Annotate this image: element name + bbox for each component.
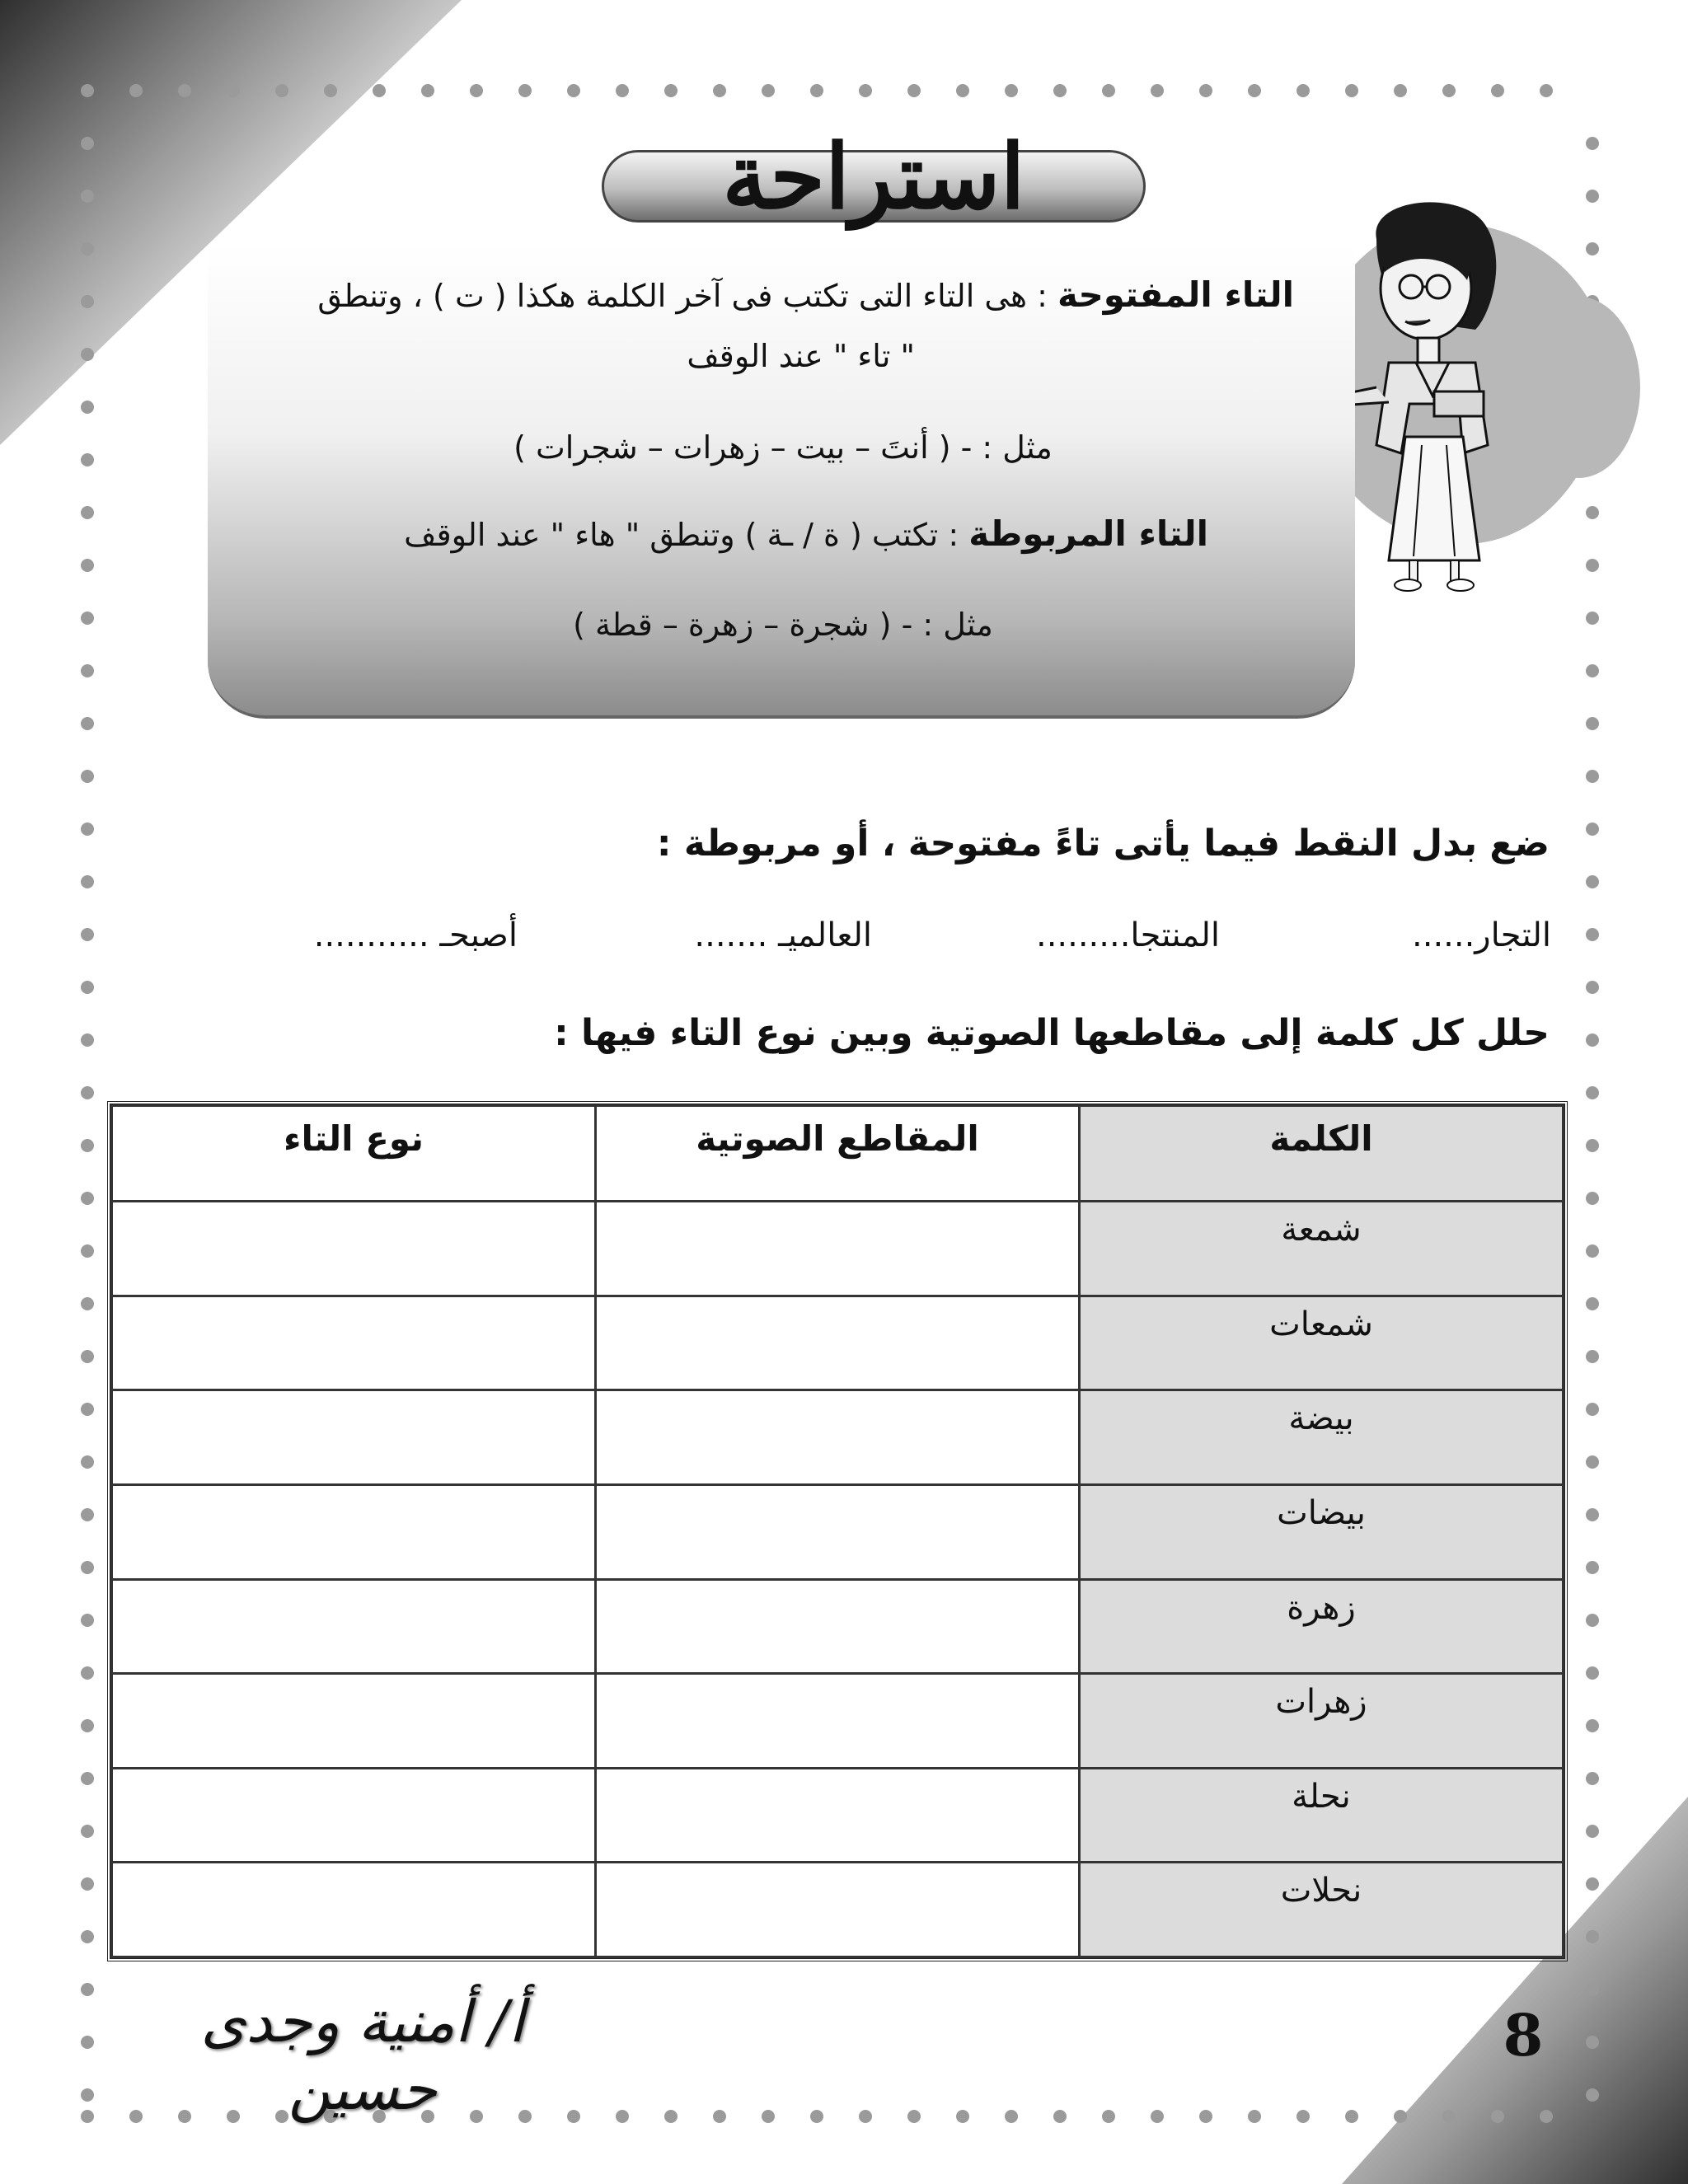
border-dot — [81, 1772, 94, 1785]
border-dot — [713, 2110, 726, 2123]
table-row — [112, 1768, 1564, 1863]
open-taa-term: التاء المفتوحة — [1057, 274, 1294, 315]
taa-type-cell[interactable] — [112, 1484, 596, 1579]
word-cell: بيضة — [1080, 1390, 1564, 1485]
border-dot — [1248, 84, 1261, 97]
border-dot — [664, 84, 678, 97]
border-dot — [81, 981, 94, 994]
border-dot — [1586, 2088, 1599, 2102]
border-dot — [616, 2110, 629, 2123]
taa-type-cell[interactable] — [112, 1390, 596, 1485]
border-dot — [1491, 2110, 1504, 2123]
border-dot — [859, 2110, 872, 2123]
tied-taa-definition — [247, 511, 1208, 558]
border-dot — [81, 1139, 94, 1152]
border-dot — [956, 2110, 969, 2123]
border-dot — [956, 84, 969, 97]
border-dot — [275, 84, 288, 97]
analysis-table — [107, 1101, 1568, 1961]
border-dot — [81, 1033, 94, 1047]
teacher-illustration — [1319, 190, 1582, 602]
border-dot — [810, 2110, 823, 2123]
border-dot — [81, 1192, 94, 1205]
taa-type-cell[interactable] — [112, 1768, 596, 1863]
border-dot — [81, 559, 94, 572]
border-dot — [1586, 1772, 1599, 1785]
border-dot — [227, 2110, 240, 2123]
fill-blank-item[interactable]: المنتجا......... — [1035, 916, 1220, 954]
border-dot — [713, 84, 726, 97]
border-dot — [1053, 84, 1067, 97]
column-header-syllables: المقاطع الصوتية — [596, 1106, 1080, 1202]
page-title: استراحة — [722, 125, 1025, 229]
word-cell: نحلة — [1080, 1768, 1564, 1863]
border-dot — [1296, 84, 1310, 97]
syllables-cell[interactable] — [596, 1484, 1080, 1579]
border-dot — [178, 2110, 191, 2123]
border-dot — [1005, 84, 1018, 97]
taa-type-cell[interactable] — [112, 1296, 596, 1390]
border-dot — [178, 84, 191, 97]
border-dot — [227, 84, 240, 97]
border-dot — [81, 1508, 94, 1521]
table-row — [112, 1674, 1564, 1769]
border-dot — [373, 84, 386, 97]
border-dot — [1586, 1297, 1599, 1310]
border-dot — [1586, 1614, 1599, 1627]
border-dot — [1345, 84, 1358, 97]
border-dot — [81, 453, 94, 466]
border-dot — [762, 84, 775, 97]
border-dot — [1296, 2110, 1310, 2123]
border-dot — [81, 1614, 94, 1627]
border-dot — [762, 2110, 775, 2123]
table-row — [112, 1484, 1564, 1579]
syllables-cell[interactable] — [596, 1579, 1080, 1674]
border-dot — [81, 2110, 94, 2123]
border-dot — [518, 2110, 532, 2123]
word-cell: شمعة — [1080, 1202, 1564, 1296]
tied-taa-example: مثل : - ( شجرة – زهرة – قطة ) — [573, 607, 993, 643]
table-row — [112, 1579, 1564, 1674]
table-row — [112, 1863, 1564, 1957]
border-dot — [81, 1297, 94, 1310]
exercise1-heading: ضع بدل النقط فيما يأتى تاءً مفتوحة ، أو مربوطة : — [656, 823, 1550, 865]
border-dot — [81, 2036, 94, 2049]
tied-taa-term: التاء المربوطة — [968, 513, 1208, 554]
syllables-cell[interactable] — [596, 1674, 1080, 1769]
border-dot — [81, 242, 94, 255]
taa-type-cell[interactable] — [112, 1863, 596, 1957]
border-dot — [1586, 1825, 1599, 1838]
border-dot — [1442, 84, 1456, 97]
border-dot — [1394, 84, 1407, 97]
border-dot — [81, 190, 94, 203]
border-dot — [1199, 84, 1212, 97]
table-header-row — [112, 1106, 1564, 1202]
border-dot — [1586, 823, 1599, 836]
border-dot — [567, 84, 580, 97]
border-dot — [1540, 2110, 1553, 2123]
border-dot — [907, 84, 921, 97]
border-dot — [1442, 2110, 1456, 2123]
table-row — [112, 1390, 1564, 1485]
border-dot — [1586, 1877, 1599, 1891]
border-dot — [81, 2088, 94, 2102]
border-dot — [470, 84, 483, 97]
word-cell: شمعات — [1080, 1296, 1564, 1390]
border-dot — [1491, 84, 1504, 97]
border-dot — [1586, 1930, 1599, 1943]
word-cell: نحلات — [1080, 1863, 1564, 1957]
border-dot — [81, 1561, 94, 1574]
word-cell: زهرة — [1080, 1579, 1564, 1674]
border-dot — [470, 2110, 483, 2123]
open-taa-definition-continued: " تاء " عند الوقف — [687, 338, 915, 374]
border-dot — [1586, 1192, 1599, 1205]
border-dot — [81, 1403, 94, 1416]
border-dot — [81, 1666, 94, 1680]
border-dot — [81, 1244, 94, 1258]
border-dot — [1586, 1350, 1599, 1363]
border-dot — [1586, 190, 1599, 203]
border-dot — [1005, 2110, 1018, 2123]
border-dot — [1586, 981, 1599, 994]
border-dot — [81, 770, 94, 783]
word-cell: بيضات — [1080, 1484, 1564, 1579]
border-dot — [81, 401, 94, 414]
fill-blank-item[interactable]: العالميـ ....... — [694, 916, 872, 954]
border-dot — [1586, 1455, 1599, 1469]
border-dot — [1199, 2110, 1212, 2123]
border-dot — [810, 84, 823, 97]
border-dot — [1586, 612, 1599, 625]
syllables-cell[interactable] — [596, 1390, 1080, 1485]
border-dot — [1151, 2110, 1164, 2123]
border-dot — [1586, 770, 1599, 783]
border-dot — [81, 928, 94, 941]
border-dot — [1586, 1508, 1599, 1521]
border-dot — [1394, 2110, 1407, 2123]
border-dot — [1248, 2110, 1261, 2123]
border-dot — [567, 2110, 580, 2123]
fill-blank-item[interactable]: أصبحـ ........... — [313, 916, 518, 954]
border-dot — [664, 2110, 678, 2123]
page-number: 8 — [1503, 2001, 1544, 2069]
border-dot — [81, 612, 94, 625]
taa-type-cell[interactable] — [112, 1579, 596, 1674]
border-dot — [1586, 928, 1599, 941]
border-dot — [81, 1877, 94, 1891]
table-row — [112, 1296, 1564, 1390]
border-dot — [1102, 2110, 1115, 2123]
border-dot — [81, 1983, 94, 1996]
border-dot — [1586, 1086, 1599, 1099]
border-dot — [1586, 1244, 1599, 1258]
border-dot — [1586, 559, 1599, 572]
border-dot — [81, 137, 94, 150]
syllables-cell[interactable] — [596, 1202, 1080, 1296]
border-dot — [1586, 242, 1599, 255]
border-dot — [81, 1455, 94, 1469]
border-dot — [129, 84, 143, 97]
taa-type-cell[interactable] — [112, 1674, 596, 1769]
border-dot — [1345, 2110, 1358, 2123]
tied-taa-text: : تكتب ( ة / ـة ) وتنطق " هاء " عند الوقف — [404, 517, 959, 553]
syllables-cell[interactable] — [596, 1863, 1080, 1957]
fill-blank-item[interactable]: التجار...... — [1412, 916, 1551, 954]
border-dot — [1586, 137, 1599, 150]
column-header-taa-type: نوع التاء — [112, 1106, 596, 1202]
exercise2-heading: حلل كل كلمة إلى مقاطعها الصوتية وبين نوع التاء فيها : — [554, 1012, 1550, 1054]
open-taa-example: مثل : - ( أنتَ – بيت – زهرات – شجرات ) — [513, 429, 1053, 466]
border-dot — [1586, 664, 1599, 677]
author-signature: أ/ أمنية وجدى حسين — [200, 1988, 525, 2123]
border-dot — [324, 84, 337, 97]
taa-type-cell[interactable] — [112, 1202, 596, 1296]
word-cell: زهرات — [1080, 1674, 1564, 1769]
border-dot — [81, 875, 94, 888]
border-dot — [1586, 1403, 1599, 1416]
column-header-word: الكلمة — [1080, 1106, 1564, 1202]
border-dot — [1586, 506, 1599, 519]
border-dot — [81, 506, 94, 519]
open-taa-text: : هى التاء التى تكتب فى آخر الكلمة هكذا ( ت ) ، وتنطق — [317, 278, 1048, 314]
border-dot — [1586, 1561, 1599, 1574]
table-row — [112, 1202, 1564, 1296]
border-dot — [1586, 1666, 1599, 1680]
border-dot — [1586, 1139, 1599, 1152]
border-dot — [81, 1086, 94, 1099]
border-dot — [81, 664, 94, 677]
border-dot — [81, 717, 94, 730]
border-dot — [81, 295, 94, 308]
border-dot — [81, 823, 94, 836]
border-dot — [1151, 84, 1164, 97]
border-dot — [518, 84, 532, 97]
border-dot — [81, 1350, 94, 1363]
border-dot — [1586, 875, 1599, 888]
border-dot — [275, 2110, 288, 2123]
syllables-cell[interactable] — [596, 1768, 1080, 1863]
border-dot — [81, 1930, 94, 1943]
border-dot — [81, 348, 94, 361]
border-dot — [1586, 1983, 1599, 1996]
border-dot — [1053, 2110, 1067, 2123]
border-dot — [81, 1825, 94, 1838]
border-dot — [129, 2110, 143, 2123]
border-dot — [907, 2110, 921, 2123]
border-dot — [1102, 84, 1115, 97]
border-dot — [81, 1719, 94, 1732]
syllables-cell[interactable] — [596, 1296, 1080, 1390]
border-dot — [81, 84, 94, 97]
border-dot — [1540, 84, 1553, 97]
border-dot — [1586, 1719, 1599, 1732]
border-dot — [421, 84, 434, 97]
border-dot — [1586, 2036, 1599, 2049]
border-dot — [1586, 717, 1599, 730]
border-dot — [1586, 1033, 1599, 1047]
open-taa-definition — [247, 272, 1294, 319]
border-dot — [616, 84, 629, 97]
border-dot — [859, 84, 872, 97]
